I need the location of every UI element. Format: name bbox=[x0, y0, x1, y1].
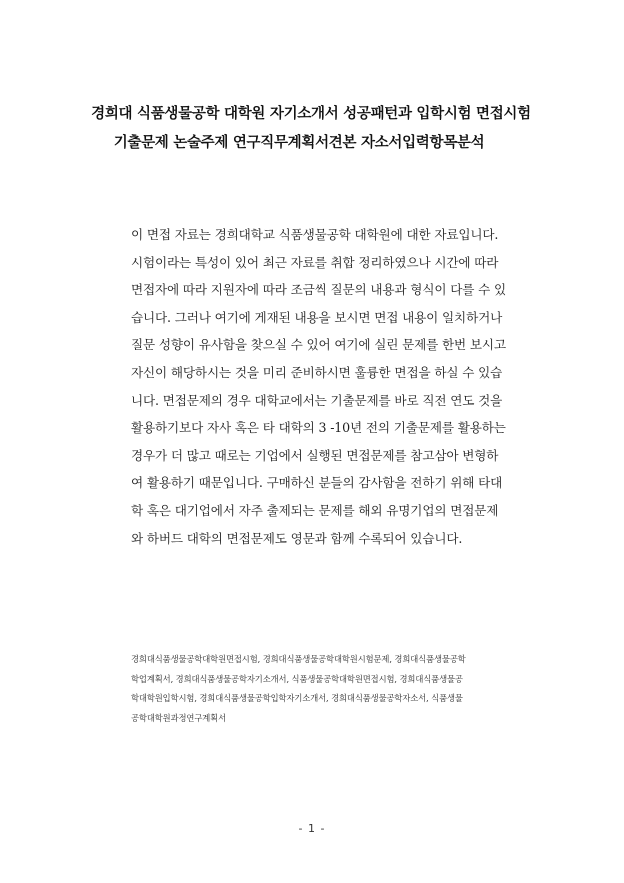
body-line: 활용하기보다 자사 혹은 타 대학의 3 -10년 전의 기출문제를 활용하는 bbox=[131, 420, 506, 436]
body-line: 와 하버드 대학의 면접문제도 영문과 함께 수록되어 있습니다. bbox=[131, 530, 463, 546]
keyword-list bbox=[131, 650, 536, 728]
body-line: 습니다. 그러나 여기에 게재된 내용을 보시면 면접 내용이 일치하거나 bbox=[131, 309, 503, 325]
body-line: 이 면접 자료는 경희대학교 식품생물공학 대학원에 대한 자료입니다. bbox=[131, 227, 499, 242]
keyword-line: 학업계획서, 경희대식품생물공학자기소개서, 식품생물공학대학원면접시험, 경희대식품생물공 bbox=[131, 673, 463, 684]
title-line-1: 경희대 식품생물공학 대학원 자기소개서 성공패턴과 입학시험 면접시험 bbox=[91, 106, 531, 122]
document-title bbox=[0, 100, 624, 158]
body-line: 면접자에 따라 지원자에 따라 조금씩 질문의 내용과 형식이 다를 수 있 bbox=[131, 282, 506, 298]
page-number: - 1 - bbox=[298, 822, 326, 835]
body-line: 니다. 면접문제의 경우 대학교에서는 기출문제를 바로 직전 연도 것을 bbox=[131, 392, 503, 408]
keyword-line: 경희대식품생물공학대학원면접시험, 경희대식품생물공학대학원시험문제, 경희대식품생물공학 bbox=[131, 654, 466, 664]
body-line: 시험이라는 특성이 있어 최근 자료를 취합 정리하였으나 시간에 따라 bbox=[131, 254, 499, 270]
body-paragraph bbox=[131, 221, 531, 552]
body-line: 질문 성향이 유사함을 찾으실 수 있어 여기에 실린 문제를 한번 보시고 bbox=[131, 337, 506, 353]
body-line: 자신이 해당하시는 것을 미리 준비하시면 훌륭한 면접을 하실 수 있습 bbox=[131, 364, 503, 380]
body-line: 경우가 더 많고 때로는 기업에서 실행된 면접문제를 참고삼아 변형하 bbox=[131, 447, 499, 463]
title-line-2: 기출문제 논술주제 연구직무계획서견본 자소서입력항목분석 bbox=[113, 135, 485, 151]
keyword-line: 학대학원입학시험, 경희대식품생물공학입학자기소개서, 경희대식품생물공학자소서, 식품생물 bbox=[131, 693, 463, 704]
body-line: 여 활용하기 때문입니다. 구매하신 분들의 감사함을 전하기 위해 타대 bbox=[131, 475, 503, 491]
keyword-line: 공학대학원과정연구계획서 bbox=[131, 712, 226, 723]
body-line: 학 혹은 대기업에서 자주 출제되는 문제를 해외 유명기업의 면접문제 bbox=[131, 502, 499, 518]
